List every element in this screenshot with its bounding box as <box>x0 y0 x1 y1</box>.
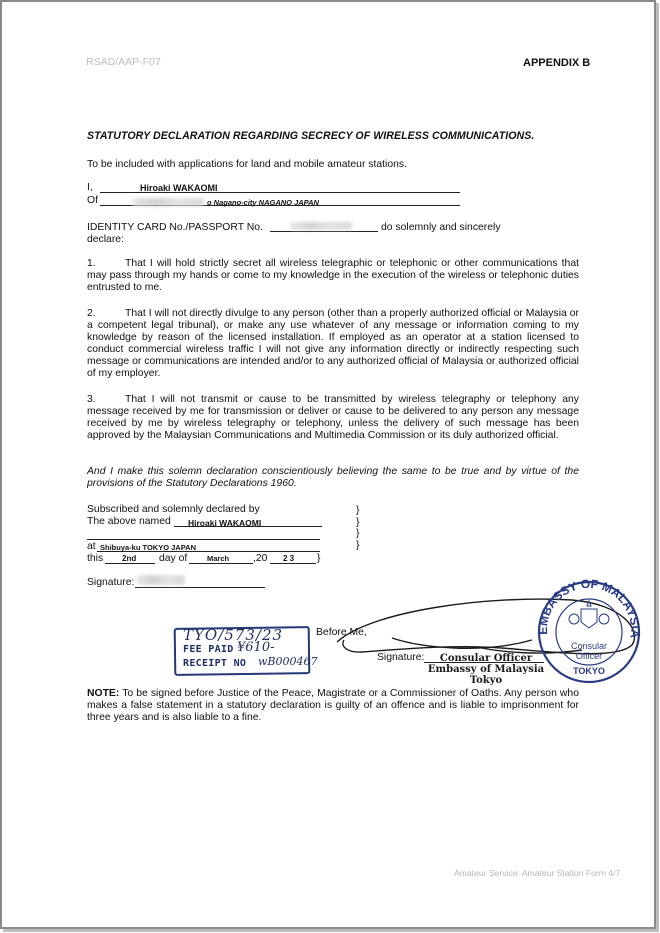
reference-handwriting: TYO/573/23 <box>183 626 284 644</box>
note-text: To be signed before Justice of the Peace, Magistrate or a Commissioner of Oaths. Any person who makes a false statement in a statutory declaration is guilty of an offence and is liable to imprisonment for three years and is also liable to a fine. <box>87 688 579 723</box>
seal-bottom-text: TOKYO <box>573 666 605 676</box>
declarant-name: Hiroaki WAKAOMI <box>140 183 218 193</box>
paragraph-2 <box>87 308 579 379</box>
footer-text: Amateur Service: Amateur Station Form 4/7 <box>454 868 621 878</box>
paragraph-3 <box>87 394 579 442</box>
paragraph-1-number: 1. <box>87 258 96 269</box>
appendix-label: APPENDIX B <box>523 57 591 69</box>
redacted-address <box>132 198 204 206</box>
declare-label: declare: <box>87 234 124 245</box>
seal-ring-text: EMBASSY OF MALAYSIA <box>535 577 643 639</box>
form-code: RSAD/AAP-F07 <box>86 56 161 68</box>
paragraph-3-number: 3. <box>87 394 96 405</box>
subscribed-line: Subscribed and solemnly declared by <box>87 504 260 515</box>
before-me-label: Before Me, <box>316 627 367 638</box>
paragraph-1 <box>87 258 579 294</box>
seal-center-line-1: Consular <box>570 641 608 651</box>
paragraph-1-text: That I will hold strictly secret all wireless telegraphic or telephonic or other communications that may pass through my hands or come to my knowledge in the execution of the wireless or telephonic duties entrusted to me. <box>87 258 579 293</box>
year-prefix: ,20 <box>253 553 268 564</box>
of-label: Of <box>87 195 98 206</box>
above-named-label: The above named <box>87 516 171 527</box>
at-label: at <box>87 541 96 552</box>
declared-day: 2nd <box>122 554 137 563</box>
signature-label: Signature: <box>87 577 135 588</box>
i-label: I, <box>87 182 93 193</box>
officer-line-3: Tokyo <box>469 675 503 686</box>
solemn-declaration: And I make this solemn declaration conscientiously believing the same to be true and by virtue of the provisions of the Statutory Declarations 1960. <box>87 466 579 489</box>
redacted-passport <box>290 222 352 230</box>
identity-label: IDENTITY CARD No./PASSPORT No. <box>87 222 263 233</box>
paragraph-3-text: That I will not transmit or cause to be transmitted by wireless telegraphy or telephony any message received by me for transmission or deliver or cause to be delivered to any person any message received by me by wireless telegraphy or telephony, unless the delivery of such message has been approved by the Malaysian Communications and Multimedia Commission or its duly authorized official. <box>87 394 579 441</box>
note-label: NOTE: <box>87 688 120 699</box>
officer-line-2: Embassy of Malaysia <box>427 664 545 675</box>
day-of-label: day of <box>159 553 188 564</box>
receipt-value: wB000467 <box>258 655 318 668</box>
right-braces: } } } } <box>356 504 360 551</box>
embassy-seal <box>534 577 644 687</box>
fee-label: FEE PAID <box>183 644 234 655</box>
note-block <box>87 688 579 724</box>
declared-month: March <box>207 554 230 563</box>
blank-line <box>87 529 320 540</box>
officer-stamp <box>426 653 546 686</box>
subscriber-name: Hiroaki WAKAOMI <box>188 518 262 528</box>
declarant-address: o Nagano-city NAGANO JAPAN <box>207 198 319 207</box>
identity-suffix: do solemnly and sincerely <box>381 222 501 233</box>
fee-value: ¥610- <box>237 640 275 655</box>
paragraph-2-text: That I will not directly divulge to any person (other than a properly authorized official or Malaysia or a competent legal tribunal), or make any use whatever of any message or information coming to my knowledge by reason of the licensed installation. If employed as an operator at a station licensed to conduct commercial wireless traffic I will not give any information directly or indirectly respecting such message or communications are intended and/or to any authorized official of Malaysia or authorized official of my employer. <box>87 308 579 379</box>
officer-line-1: Consular Officer <box>439 653 533 664</box>
close-brace: } <box>317 553 321 564</box>
receipt-label: RECEIPT NO <box>183 658 247 669</box>
intro-text: To be included with applications for land and mobile amateur stations. <box>87 159 407 170</box>
redacted-signature <box>137 575 185 585</box>
witness-signature-label: Signature: <box>377 652 425 663</box>
crest-icon <box>569 601 609 628</box>
document-title: STATUTORY DECLARATION REGARDING SECRECY OF WIRELESS COMMUNICATIONS. <box>87 130 535 142</box>
declared-place: Shibuya-ku TOKYO JAPAN <box>100 543 196 552</box>
declared-year: 2 3 <box>283 554 295 563</box>
seal-center-line-2: Officer <box>575 651 603 661</box>
this-label: this <box>87 553 104 564</box>
paragraph-2-number: 2. <box>87 308 96 319</box>
